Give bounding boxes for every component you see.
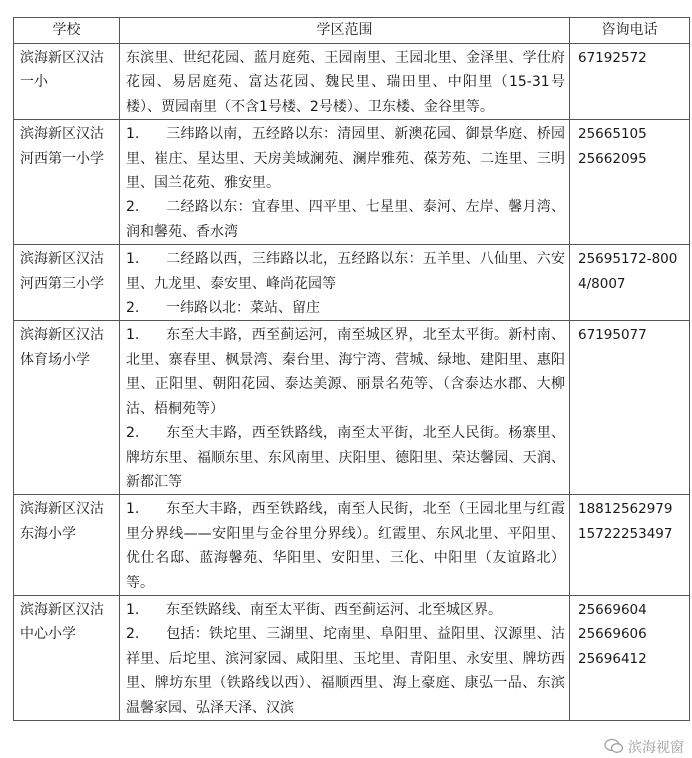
district-range bbox=[120, 321, 570, 495]
contact-phone bbox=[570, 495, 690, 596]
range-paragraph bbox=[126, 247, 565, 296]
range-paragraph bbox=[126, 296, 565, 320]
paragraph-text: 东至大丰路，西至铁路线，南至人民街，北至（王园北里与红霞里分界线——安阳里与金谷里分界线）。红霞里、东风北里、平阳里、优仕名邸、蓝海馨苑、华阳里、安阳里、三化、中阳里（友谊路北）等。 bbox=[126, 501, 565, 591]
paragraph-number: 2. bbox=[126, 425, 140, 442]
phone-number: 25662095 bbox=[578, 150, 647, 167]
watermark-text: 滨海视窗 bbox=[628, 740, 684, 756]
paragraph-number: 1. bbox=[126, 251, 140, 268]
phone-number: 67192572 bbox=[578, 50, 647, 66]
table-row bbox=[14, 321, 690, 495]
school-name: 滨海新区汉沽河西第三小学 bbox=[14, 245, 120, 321]
contact-phone bbox=[570, 595, 690, 720]
paragraph-number: 1. bbox=[126, 327, 140, 344]
contact-phone bbox=[570, 44, 690, 120]
wechat-logo-icon bbox=[604, 738, 624, 758]
school-name: 滨海新区汉沽东海小学 bbox=[14, 495, 120, 596]
phone-number: 25695172-8004/8007 bbox=[578, 251, 678, 292]
range-paragraph bbox=[126, 421, 565, 494]
contact-phone bbox=[570, 245, 690, 321]
table-row bbox=[14, 595, 690, 720]
contact-phone bbox=[570, 120, 690, 245]
phone-number: 25696412 bbox=[578, 650, 647, 667]
paragraph-number: 2. bbox=[126, 626, 140, 643]
paragraph-number: 1. bbox=[126, 126, 140, 143]
paragraph-text: 东滨里、世纪花园、蓝月庭苑、王园南里、王园北里、金泽里、学仕府花园、易居庭苑、富达花园、魏民里、瑞田里、中阳里（15-31号楼）、贾园南里（不含1号楼、2号楼）、卫东楼、金谷里等。 bbox=[126, 50, 565, 115]
paragraph-number: 1. bbox=[126, 601, 140, 618]
paragraph-text: 包括：铁坨里、三湖里、坨南里、阜阳里、益阳里、汉源里、沽祥里、后坨里、滨河家园、咸阳里、玉坨里、青阳里、永安里、牌坊西里、牌坊东里（铁路线以西）、福顺西里、海上豪庭、康弘一品、东滨温馨家园、弘泽天泽、汉滨 bbox=[126, 626, 565, 716]
range-paragraph bbox=[126, 122, 565, 195]
school-name: 滨海新区汉沽中心小学 bbox=[14, 595, 120, 720]
phone-number: 18812562979 bbox=[578, 501, 673, 518]
watermark bbox=[604, 737, 684, 758]
phone-number: 15722253497 bbox=[578, 525, 673, 542]
district-range bbox=[120, 120, 570, 245]
phone-number: 67195077 bbox=[578, 327, 647, 344]
range-paragraph bbox=[126, 598, 565, 622]
paragraph-number: 2. bbox=[126, 300, 140, 317]
district-range bbox=[120, 44, 570, 120]
district-range bbox=[120, 595, 570, 720]
header-school: 学校 bbox=[14, 18, 120, 44]
header-area: 学区范围 bbox=[120, 18, 570, 44]
range-paragraph bbox=[126, 46, 565, 119]
paragraph-text: 东至大丰路，西至铁路线，南至太平街，北至人民街。杨寨里、牌坊东里、福顺东里、东风南里、庆阳里、德阳里、荣达馨园、天润、新都汇等 bbox=[126, 425, 565, 490]
table-row bbox=[14, 245, 690, 321]
school-name: 滨海新区汉沽体育场小学 bbox=[14, 321, 120, 495]
range-paragraph bbox=[126, 622, 565, 720]
paragraph-number: 2. bbox=[126, 199, 140, 216]
paragraph-text: 三纬路以南，五经路以东：清园里、新澳花园、御景华庭、桥园里、崔庄、星达里、天房美域澜苑、澜岸雅苑、葆芳苑、二连里、三明里、国兰花苑、雅安里。 bbox=[126, 126, 565, 192]
school-name: 滨海新区汉沽河西第一小学 bbox=[14, 120, 120, 245]
header-row bbox=[14, 18, 690, 44]
contact-phone bbox=[570, 321, 690, 495]
district-range bbox=[120, 495, 570, 596]
range-paragraph bbox=[126, 195, 565, 244]
paragraph-text: 二经路以西，三纬路以北，五经路以东：五羊里、八仙里、六安里、九龙里、泰安里、峰尚花园等 bbox=[126, 251, 565, 292]
table-row bbox=[14, 44, 690, 120]
table-row bbox=[14, 495, 690, 596]
header-phone: 咨询电话 bbox=[570, 18, 690, 44]
paragraph-text: 东至大丰路，西至蓟运河，南至城区界，北至太平街。新村南、北里、寨春里、枫景湾、秦台里、海宁湾、营城、绿地、建阳里、惠阳里、正阳里、朝阳花园、泰达美源、丽景名苑等、（含泰达水郡、大柳沽、梧桐苑等） bbox=[126, 327, 565, 417]
school-name: 滨海新区汉沽一小 bbox=[14, 44, 120, 120]
school-district-table bbox=[13, 17, 690, 721]
phone-number: 25669604 bbox=[578, 601, 647, 618]
paragraph-text: 东至铁路线、南至太平街、西至蓟运河、北至城区界。 bbox=[166, 601, 502, 618]
phone-number: 25669606 bbox=[578, 626, 647, 643]
paragraph-text: 二经路以东：宜春里、四平里、七星里、泰河、左岸、馨月湾、润和馨苑、香水湾 bbox=[126, 199, 565, 240]
district-range bbox=[120, 245, 570, 321]
table-row bbox=[14, 120, 690, 245]
paragraph-number: 1. bbox=[126, 501, 140, 518]
phone-number: 25665105 bbox=[578, 126, 647, 143]
range-paragraph bbox=[126, 497, 565, 595]
range-paragraph bbox=[126, 323, 565, 421]
paragraph-text: 一纬路以北：菜站、留庄 bbox=[166, 300, 320, 317]
